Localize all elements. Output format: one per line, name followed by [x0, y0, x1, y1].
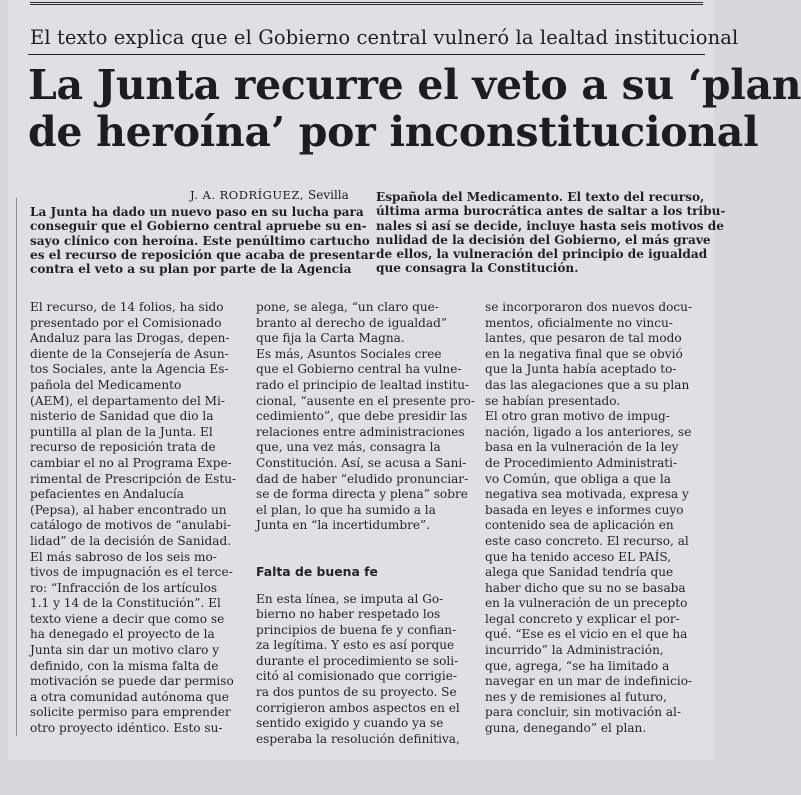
text-line: haber dicho que su no se basaba — [485, 580, 686, 595]
text-line: recurso de reposición trata de — [30, 440, 216, 455]
text-line: principios de buena fe y confian- — [256, 622, 457, 637]
text-line: se de forma directa y plena” sobre — [256, 487, 468, 502]
text-line: bierno no haber respetado los — [256, 607, 441, 622]
lead-line: que consagra la Constitución. — [376, 261, 579, 276]
text-line: cambiar el no al Programa Expe- — [30, 455, 232, 470]
section-title: Falta de buena fe — [256, 563, 378, 579]
text-line: rado el principio de lealtad institu- — [256, 377, 470, 392]
text-line: Constitución. Así, se acusa a Sani- — [256, 455, 467, 470]
text-line: que ha tenido acceso EL PAÍS, — [485, 549, 672, 564]
text-line: citó al comisionado que corrigie- — [256, 669, 458, 684]
text-line: dad de haber “eludido pronunciar- — [256, 471, 469, 486]
subhead-rule — [28, 54, 705, 55]
lead-line: sayo clínico con heroína. Este penúltimo cartucho — [30, 233, 370, 248]
subheadline: El texto explica que el Gobierno central vulneró la lealtad institucional — [30, 26, 739, 49]
text-line: negativa sea motivada, expresa y — [485, 487, 689, 502]
body-column-3 — [485, 300, 697, 737]
lead-paragraph-right — [376, 190, 726, 276]
headline-line-1: La Junta recurre el veto a su ‘plan — [28, 61, 801, 109]
lead-line: contra el veto a su plan por parte de la Agencia — [30, 262, 352, 277]
text-line: catálogo de motivos de “anulabi- — [30, 518, 231, 533]
text-line: cional, “ausente en el presente pro- — [256, 393, 475, 408]
text-line: que fija la Carta Magna. — [256, 331, 405, 346]
text-line: El más sabroso de los seis mo- — [30, 549, 217, 564]
text-line: lidad” de la decisión de Sanidad. — [30, 533, 232, 548]
lead-line: nales si así se decide, incluye hasta seis motivos de — [376, 218, 724, 233]
text-line: Junta en “la incertidumbre”. — [256, 518, 431, 533]
lead-line: es el recurso de reposición que acaba de presentar — [30, 247, 375, 262]
lead-paragraph-left — [30, 205, 375, 277]
lead-line: última arma burocrática antes de saltar a los tribu- — [376, 204, 726, 219]
text-line: nes y de remisiones al futuro, — [485, 689, 667, 704]
text-line: que la Junta había aceptado to- — [485, 362, 677, 377]
text-line: corrigieron ambos aspectos en el — [256, 700, 460, 715]
body-column-2-bottom — [256, 592, 471, 748]
top-rule — [30, 2, 703, 9]
text-line: (Pepsa), al haber encontrado un — [30, 502, 227, 517]
lead-line: La Junta ha dado un nuevo paso en su lucha para — [30, 205, 364, 219]
text-line: ro: “Infracción de los artículos — [30, 580, 218, 595]
text-line: pañola del Medicamento — [30, 377, 182, 392]
headline-line-2: de heroína’ por inconstitucional — [28, 108, 759, 156]
text-line: basa en la vulneración de la ley — [485, 440, 679, 455]
text-line: este caso concreto. El recurso, al — [485, 533, 689, 548]
text-line: texto viene a decir que como se — [30, 611, 225, 626]
text-line: solicite permiso para emprender — [30, 705, 231, 720]
text-line: nisterio de Sanidad que dio la — [30, 409, 214, 424]
text-line: otro proyecto idéntico. Esto su- — [30, 721, 223, 736]
body-column-1 — [30, 300, 242, 737]
text-line: sentido exigido y cuando ya se — [256, 716, 444, 731]
body-column-2 — [256, 300, 475, 747]
left-column-rule — [16, 198, 17, 736]
byline-city: Sevilla — [308, 188, 349, 202]
text-line: diente de la Consejería de Asun- — [30, 346, 229, 361]
text-line: que, agrega, “se ha limitado a — [485, 658, 670, 673]
text-line: ra dos puntos de su proyecto. Se — [256, 685, 457, 700]
text-line: tos Sociales, ante la Agencia Es- — [30, 362, 229, 377]
text-line: que el Gobierno central ha vulne- — [256, 362, 462, 377]
text-line: Andaluz para las Drogas, depen- — [30, 331, 230, 346]
body-column-2-top — [256, 300, 475, 534]
text-line: contenido sea de aplicación en — [485, 518, 674, 533]
text-line: za legítima. Y esto es así porque — [256, 638, 455, 653]
text-line: motivación se puede dar permiso — [30, 674, 234, 689]
text-line: nación, ligado a los anteriores, se — [485, 424, 692, 439]
lead-line: nulidad de la decisión del Gobierno, el más grave — [376, 232, 711, 247]
text-line: de Procedimiento Administrati- — [485, 455, 678, 470]
text-line: alega que Sanidad tendría que — [485, 565, 674, 580]
text-line: tivos de impugnación es el terce- — [30, 565, 233, 580]
text-line: 1.1 y 14 de la Constitución”. El — [30, 596, 221, 611]
text-line: se incorporaron dos nuevos docu- — [485, 300, 693, 314]
text-line: lantes, que pesaron de tal modo — [485, 331, 682, 346]
text-line: qué. “Ese es el vicio en el que ha — [485, 627, 688, 642]
text-line: que, una vez más, consagra la — [256, 440, 441, 455]
lead-line: conseguir que el Gobierno central apruebe su en- — [30, 219, 367, 234]
text-line: branto al derecho de igualdad” — [256, 315, 448, 330]
text-line: en la vulneración de un precepto — [485, 596, 688, 611]
text-line: el plan, lo que ha sumido a la — [256, 502, 436, 517]
text-line: para concluir, sin motivación al- — [485, 705, 682, 720]
text-line: guna, denegando” el plan. — [485, 721, 647, 736]
text-line: El recurso, de 14 folios, ha sido — [30, 300, 224, 314]
text-line: navegar en un mar de indefinicio- — [485, 674, 693, 689]
text-line: relaciones entre administraciones — [256, 424, 465, 439]
text-line: presentado por el Comisionado — [30, 315, 222, 330]
text-line: cedimiento”, que debe presidir las — [256, 409, 468, 424]
byline — [190, 188, 349, 202]
text-line: definido, con la misma falta de — [30, 658, 219, 673]
text-line: basada en leyes e informes cuyo — [485, 502, 684, 517]
text-line: Es más, Asuntos Sociales cree — [256, 346, 442, 361]
byline-author: J. A. RODRÍGUEZ, — [190, 188, 304, 202]
text-line: a otra comunidad autónoma que — [30, 689, 229, 704]
lead-line: Española del Medicamento. El texto del recurso, — [376, 190, 705, 204]
lead-line: de ellos, la vulneración del principio de igualdad — [376, 247, 708, 262]
text-line: puntilla al plan de la Junta. El — [30, 424, 213, 439]
text-line: rimental de Prescripción de Estu- — [30, 471, 237, 486]
text-line: mentos, oficialmente no vincu- — [485, 315, 673, 330]
headline — [28, 61, 801, 156]
text-line: esperaba la resolución definitiva, — [256, 731, 460, 746]
text-line: durante el procedimiento se soli- — [256, 653, 459, 668]
text-line: pefacientes en Andalucía — [30, 487, 185, 502]
text-line: en la negativa final que se obvió — [485, 346, 683, 361]
text-line: Junta sin dar un motivo claro y — [30, 643, 220, 658]
text-line: vo Común, que obliga a que la — [485, 471, 671, 486]
text-line: das las alegaciones que a su plan — [485, 377, 690, 392]
text-line: El otro gran motivo de impug- — [485, 409, 670, 424]
text-line: incurrido” la Administración, — [485, 643, 664, 658]
text-line: ha denegado el proyecto de la — [30, 627, 215, 642]
text-line: se habían presentado. — [485, 393, 621, 408]
text-line: legal concreto y explicar el por- — [485, 611, 680, 626]
text-line: En esta línea, se imputa al Go- — [256, 591, 444, 606]
text-line: pone, se alega, “un claro que- — [256, 300, 439, 314]
text-line: (AEM), el departamento del Mi- — [30, 393, 225, 408]
